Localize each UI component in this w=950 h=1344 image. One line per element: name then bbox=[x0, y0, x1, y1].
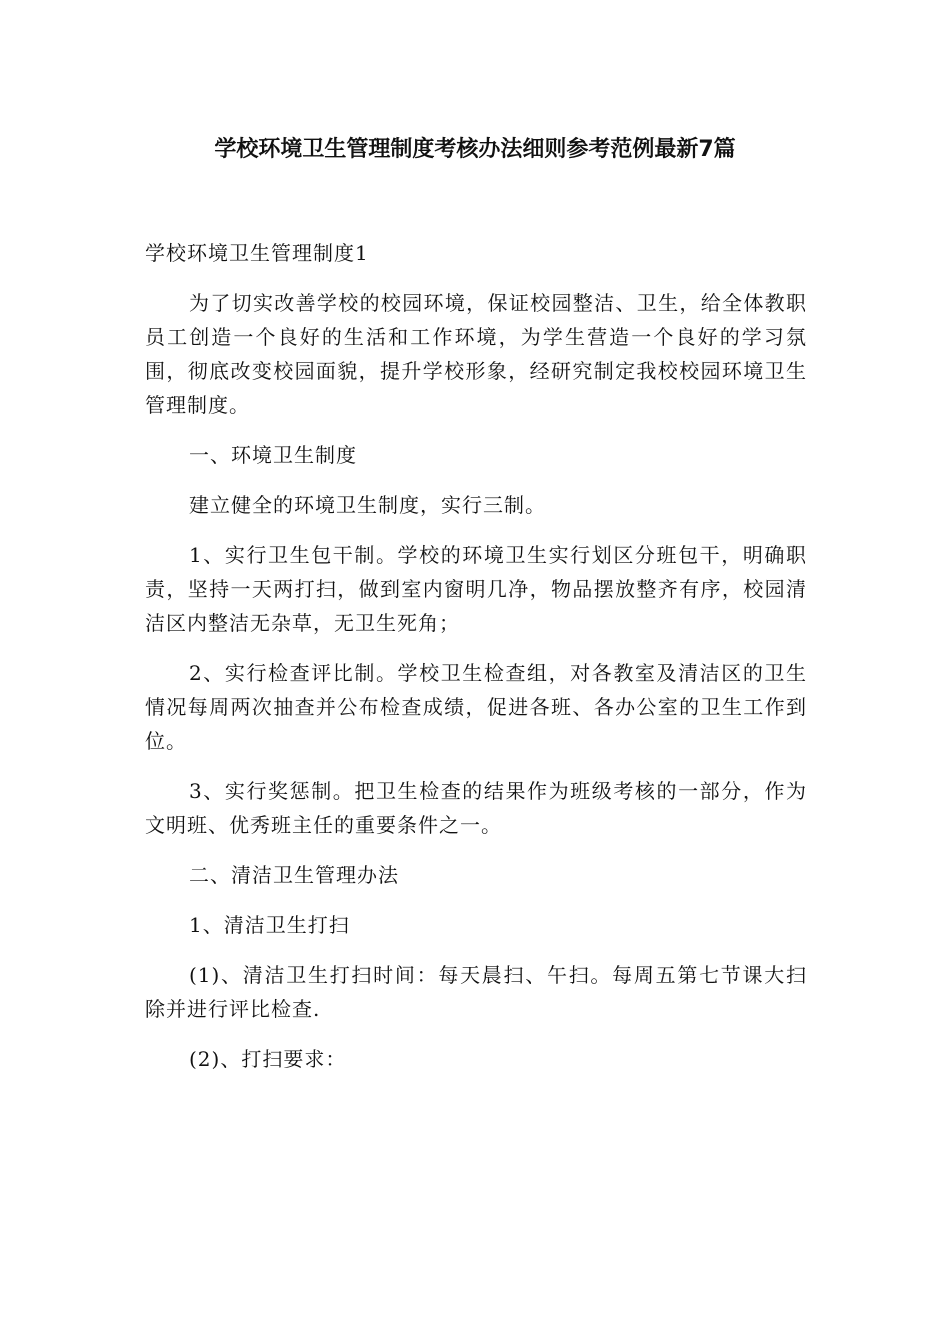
paragraph-item-3: 3、实行奖惩制。把卫生检查的结果作为班级考核的一部分，作为文明班、优秀班主任的重要条件之一。 bbox=[145, 779, 807, 837]
paragraph-cleaning-requirements: (2)、打扫要求： bbox=[189, 1047, 347, 1071]
subheading-cleaning: 1、清洁卫生打扫 bbox=[189, 913, 350, 937]
paragraph-item-2: 2、实行检查评比制。学校卫生检查组，对各教室及清洁区的卫生情况每周两次抽查并公布检查成绩，促进各班、各办公室的卫生工作到位。 bbox=[145, 661, 807, 753]
heading-environment-system: 一、环境卫生制度 bbox=[189, 443, 357, 467]
heading-cleaning-management: 二、清洁卫生管理办法 bbox=[189, 863, 399, 887]
intro-paragraph: 为了切实改善学校的校园环境，保证校园整洁、卫生，给全体教职员工创造一个良好的生活和工作环境，为学生营造一个良好的学习氛围，彻底改变校园面貌，提升学校形象，经研究制定我校校园环境卫生管理制度。 bbox=[145, 291, 807, 417]
section-heading: 学校环境卫生管理制度1 bbox=[145, 241, 369, 265]
document-body bbox=[145, 236, 807, 1092]
paragraph-cleaning-time: (1)、清洁卫生打扫时间：每天晨扫、午扫。每周五第七节课大扫除并进行评比检查. bbox=[145, 963, 807, 1021]
paragraph-three-systems: 建立健全的环境卫生制度，实行三制。 bbox=[189, 493, 546, 517]
document-title: 学校环境卫生管理制度考核办法细则参考范例最新7篇 bbox=[214, 137, 736, 162]
paragraph-item-1: 1、实行卫生包干制。学校的环境卫生实行划区分班包干，明确职责，坚持一天两打扫，做到室内窗明几净，物品摆放整齐有序，校园清洁区内整洁无杂草，无卫生死角； bbox=[145, 543, 807, 635]
